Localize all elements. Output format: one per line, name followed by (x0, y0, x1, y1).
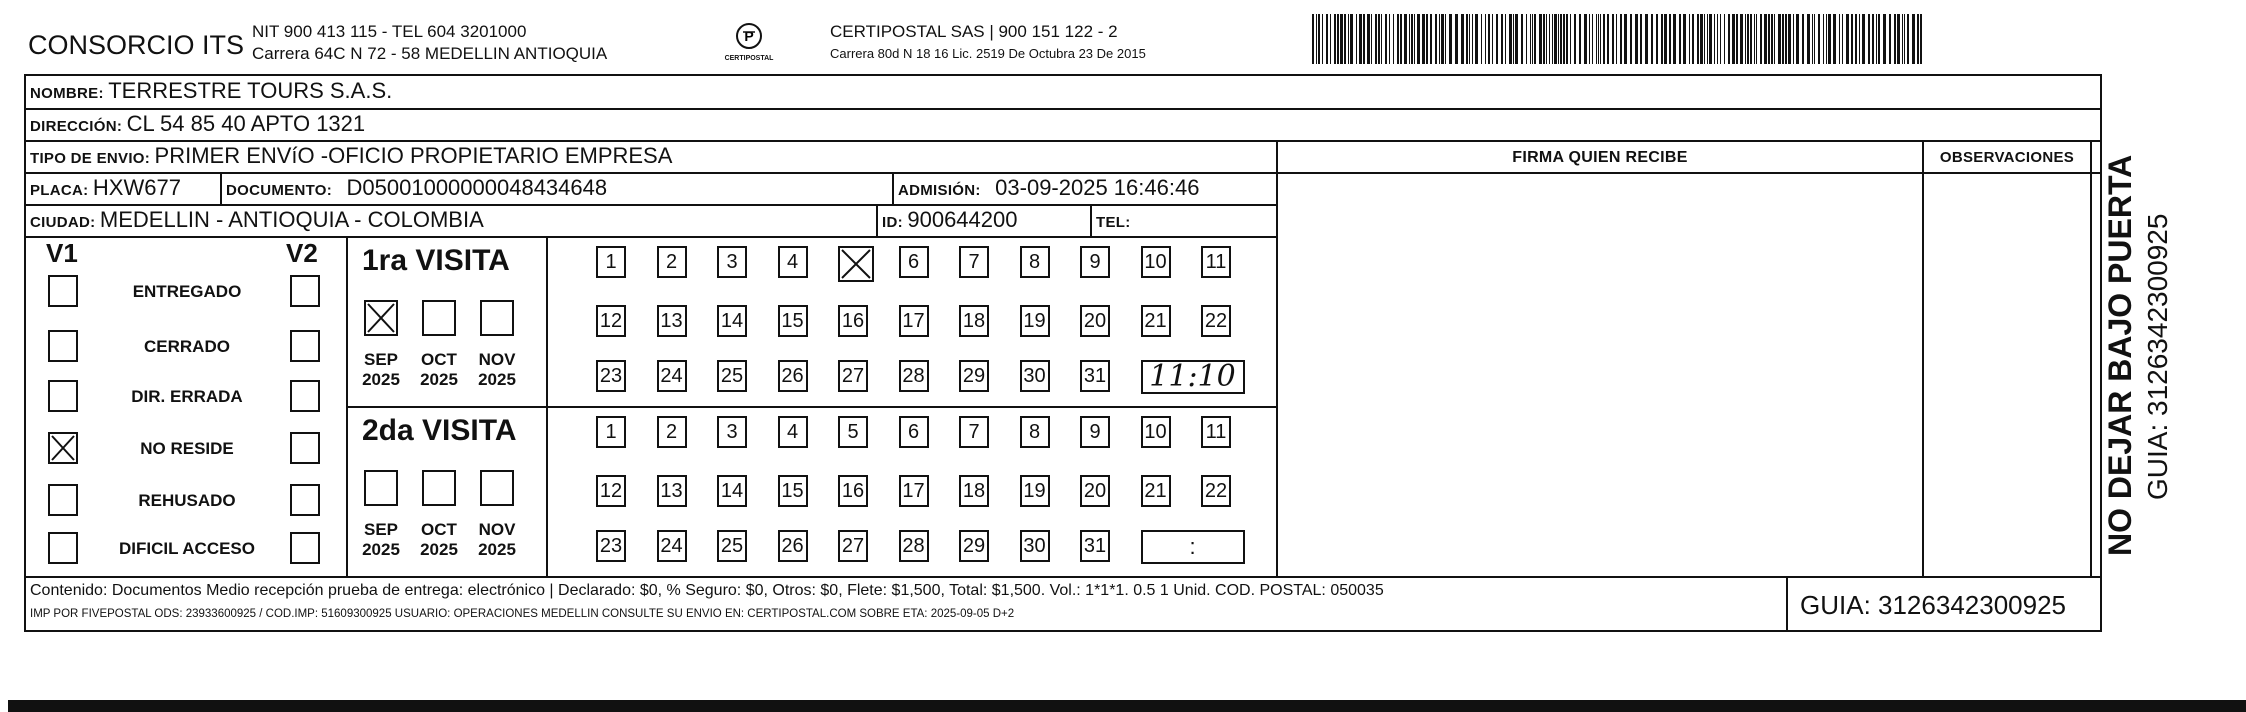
day-box[interactable] (899, 246, 929, 278)
day-number: 25 (720, 365, 744, 387)
v1-checkbox[interactable] (48, 484, 78, 516)
day-number: 11 (1205, 421, 1227, 443)
day-number: 21 (1144, 310, 1167, 332)
day-number: 13 (660, 480, 683, 502)
day-number: 30 (1023, 365, 1046, 387)
day-box[interactable] (838, 475, 868, 507)
plate-field (30, 175, 181, 201)
day-number: 12 (599, 310, 623, 332)
month-name: OCT (421, 350, 457, 369)
month-label (413, 520, 465, 560)
day-box[interactable] (1141, 475, 1171, 507)
day-box[interactable] (717, 416, 747, 448)
day-number: 23 (599, 365, 623, 387)
day-number: 20 (1083, 480, 1107, 502)
day-box[interactable] (838, 530, 868, 562)
month-label (355, 350, 407, 390)
plate-label: PLACA: (30, 182, 89, 199)
month-checkbox[interactable] (480, 300, 514, 336)
id-label: ID: (882, 214, 903, 231)
day-number: 6 (907, 251, 920, 273)
day-box[interactable] (657, 530, 687, 562)
day-box[interactable] (596, 246, 626, 278)
v2-checkbox[interactable] (290, 330, 320, 362)
day-box[interactable] (1141, 305, 1171, 337)
day-number: 9 (1089, 421, 1101, 443)
shipment-label: TIPO DE ENVIO: (30, 150, 151, 167)
day-number: 1 (605, 251, 617, 273)
day-box[interactable] (717, 305, 747, 337)
day-number: 24 (660, 365, 683, 387)
day-box[interactable] (717, 530, 747, 562)
day-box[interactable] (778, 305, 808, 337)
day-box[interactable] (959, 360, 989, 392)
day-box[interactable] (778, 475, 808, 507)
day-number: 31 (1083, 365, 1107, 387)
time-field[interactable]: 11:10 (1141, 360, 1245, 394)
day-number: 19 (1023, 480, 1046, 502)
day-number: 2 (665, 421, 678, 443)
visit-title: 1ra VISITA (362, 244, 510, 277)
bottom-bar (8, 700, 2246, 712)
day-number: 12 (599, 480, 623, 502)
day-number: 27 (841, 365, 865, 387)
day-box[interactable] (596, 475, 626, 507)
company-nit: NIT 900 413 115 - TEL 604 3201000 (252, 22, 527, 41)
carrier-name: CERTIPOSTAL SAS | 900 151 122 - 2 (830, 22, 1118, 41)
day-box[interactable] (1020, 416, 1050, 448)
day-box[interactable] (959, 416, 989, 448)
day-number: 28 (902, 365, 925, 387)
month-label (471, 520, 523, 560)
visit-title: 2da VISITA (362, 414, 517, 447)
city-field (30, 207, 484, 233)
month-name: NOV (478, 350, 516, 369)
admission-label: ADMISIÓN: (898, 182, 981, 199)
day-number: 2 (665, 251, 678, 273)
day-box[interactable] (1201, 305, 1231, 337)
day-number: 26 (781, 535, 804, 557)
svg-text:P: P (744, 28, 754, 44)
day-box[interactable] (899, 530, 929, 562)
day-box[interactable] (1020, 475, 1050, 507)
v1-checkbox[interactable] (48, 330, 78, 362)
side-warning: NO DEJAR BAJO PUERTA (2102, 154, 2138, 556)
day-box[interactable] (838, 360, 868, 392)
month-label (413, 350, 465, 390)
day-box[interactable] (596, 360, 626, 392)
day-number: 15 (781, 310, 804, 332)
company-address: Carrera 64C N 72 - 58 MEDELLIN ANTIOQUIA (252, 44, 608, 63)
reason-label: DIR. ERRADA (131, 387, 243, 406)
day-box[interactable] (899, 360, 929, 392)
v1-label: V1 (46, 238, 78, 268)
day-number: 10 (1144, 421, 1167, 443)
day-number: 1 (605, 421, 617, 443)
day-box[interactable] (717, 360, 747, 392)
day-number: 22 (1204, 310, 1228, 332)
v1-checkbox[interactable] (48, 380, 78, 412)
document-field (226, 175, 607, 201)
v2-label: V2 (286, 238, 318, 268)
day-number: 14 (720, 480, 744, 502)
day-box[interactable] (596, 305, 626, 337)
day-box[interactable] (1080, 530, 1110, 562)
day-number: 21 (1144, 480, 1167, 502)
day-box[interactable] (959, 475, 989, 507)
day-number: 29 (962, 365, 986, 387)
day-number: 4 (786, 421, 799, 443)
day-number: 25 (720, 535, 744, 557)
month-checkbox[interactable] (364, 470, 398, 506)
day-box[interactable] (1020, 246, 1050, 278)
day-box[interactable] (1080, 475, 1110, 507)
day-box[interactable] (838, 246, 874, 282)
reason-label: NO RESIDE (140, 439, 234, 458)
time-field[interactable]: : (1141, 530, 1245, 564)
day-number: 4 (786, 251, 799, 273)
reason-label: ENTREGADO (132, 282, 242, 301)
id-field (882, 207, 1017, 233)
day-number: 17 (902, 480, 925, 502)
day-number: 23 (599, 535, 623, 557)
day-number: 10 (1144, 251, 1167, 273)
signature-header: FIRMA QUIEN RECIBE (1512, 149, 1688, 166)
month-name: SEP (363, 350, 399, 369)
day-box[interactable] (778, 360, 808, 392)
document-value: D05001000000048434648 (346, 175, 608, 200)
day-number: 31 (1083, 535, 1107, 557)
v2-checkbox[interactable] (290, 432, 320, 464)
day-box[interactable] (717, 246, 747, 278)
day-box[interactable] (1080, 305, 1110, 337)
day-number: 3 (726, 251, 738, 273)
name-value: TERRESTRE TOURS S.A.S. (108, 78, 393, 103)
day-number: 7 (968, 251, 980, 273)
v2-checkbox[interactable] (290, 532, 320, 564)
month-year: 2025 (420, 540, 458, 559)
day-number: 19 (1023, 310, 1046, 332)
month-year: 2025 (478, 540, 516, 559)
day-number: 29 (962, 535, 986, 557)
day-number: 6 (907, 421, 920, 443)
day-number: 9 (1089, 251, 1101, 273)
day-box[interactable] (657, 305, 687, 337)
shipment-row (30, 143, 672, 169)
day-number: 18 (962, 480, 986, 502)
day-box[interactable] (657, 416, 687, 448)
carrier-logo-text: CERTIPOSTAL (724, 55, 774, 62)
day-number: 8 (1028, 421, 1041, 443)
day-number: 16 (841, 310, 865, 332)
month-year: 2025 (362, 370, 400, 389)
month-name: NOV (478, 520, 516, 539)
day-number: 7 (968, 421, 980, 443)
day-number: 22 (1204, 480, 1228, 502)
observations-header: OBSERVACIONES (1939, 149, 2075, 166)
day-box[interactable] (657, 475, 687, 507)
v1-checkbox[interactable] (48, 275, 78, 307)
month-name: SEP (363, 520, 399, 539)
day-box[interactable] (717, 475, 747, 507)
content-line: Contenido: Documentos Medio recepción prueba de entrega: electrónico | Declarado: $0, % Seguro: $0, Otros: $0, Flete: $1,500, Total: $1,500. Vol.: 1*1*1. 0.5 1 Unid. COD. POSTAL: 050035 (30, 582, 1384, 599)
day-box[interactable] (899, 475, 929, 507)
month-label (471, 350, 523, 390)
reason-label: DIFICIL ACCESO (118, 539, 255, 558)
month-year: 2025 (420, 370, 458, 389)
reason-label: REHUSADO (138, 491, 236, 510)
day-number: 28 (902, 535, 925, 557)
v1-checkbox[interactable] (48, 432, 78, 464)
month-checkbox[interactable] (422, 470, 456, 506)
city-label: CIUDAD: (30, 214, 96, 231)
plate-value: HXW677 (92, 175, 181, 200)
day-number: 18 (962, 310, 986, 332)
admission-value: 03-09-2025 16:46:46 (995, 175, 1200, 200)
address-row (30, 111, 365, 137)
day-box[interactable] (1080, 246, 1110, 278)
day-box[interactable] (899, 305, 929, 337)
city-value: MEDELLIN - ANTIOQUIA - COLOMBIA (99, 207, 484, 232)
day-box[interactable] (838, 416, 868, 448)
day-box[interactable] (1141, 246, 1171, 278)
day-number: 11 (1205, 251, 1227, 273)
day-box[interactable] (778, 246, 808, 278)
day-number: 17 (902, 310, 925, 332)
month-year: 2025 (362, 540, 400, 559)
day-number: 5 (847, 421, 859, 443)
day-number: 27 (841, 535, 865, 557)
day-box[interactable] (959, 305, 989, 337)
day-number: 3 (726, 421, 738, 443)
day-box[interactable] (1141, 416, 1171, 448)
reason-label: CERRADO (144, 337, 230, 356)
day-number: 16 (841, 480, 865, 502)
name-label: NOMBRE: (30, 85, 104, 102)
day-number: 20 (1083, 310, 1107, 332)
day-box[interactable] (657, 360, 687, 392)
day-number: 24 (660, 535, 683, 557)
v2-checkbox[interactable] (290, 484, 320, 516)
day-box[interactable] (657, 246, 687, 278)
barcode-icon (1312, 14, 1924, 64)
day-box[interactable] (1201, 475, 1231, 507)
day-number: 14 (720, 310, 744, 332)
day-number: 26 (781, 365, 804, 387)
v1-checkbox[interactable] (48, 532, 78, 564)
side-guide: GUIA: 3126342300925 (2142, 213, 2173, 500)
day-number: 8 (1028, 251, 1041, 273)
address-value: CL 54 85 40 APTO 1321 (126, 111, 366, 136)
day-box[interactable] (899, 416, 929, 448)
carrier-logo (708, 22, 790, 66)
shipment-value: PRIMER ENVíO -OFICIO PROPIETARIO EMPRESA (154, 143, 673, 168)
name-row (30, 78, 392, 104)
carrier-address: Carrera 80d N 18 16 Lic. 2519 De Octubra 23 De 2015 (830, 46, 1146, 61)
guide-box: GUIA: 3126342300925 (1800, 590, 2066, 620)
tel-field (1096, 207, 1131, 233)
day-box[interactable] (1080, 416, 1110, 448)
day-box[interactable] (838, 305, 868, 337)
month-label (355, 520, 407, 560)
month-checkbox[interactable] (364, 300, 398, 336)
month-checkbox[interactable] (480, 470, 514, 506)
day-box[interactable] (1080, 360, 1110, 392)
id-value: 900644200 (907, 207, 1018, 232)
imp-line: IMP POR FIVEPOSTAL ODS: 23933600925 / COD.IMP: 51609300925 USUARIO: OPERACIONES MEDELLIN CONSULTE SU ENVIO EN: CERTIPOSTAL.COM SOBRE ETA: 2025-09-05 D+2 (30, 608, 1015, 620)
day-box[interactable] (1020, 530, 1050, 562)
v2-checkbox[interactable] (290, 380, 320, 412)
day-number: 13 (660, 310, 683, 332)
tel-label: TEL: (1096, 214, 1131, 231)
day-box[interactable] (1020, 360, 1050, 392)
x-mark-icon (840, 248, 872, 280)
month-year: 2025 (478, 370, 516, 389)
admission-field (898, 175, 1199, 201)
address-label: DIRECCIÓN: (30, 118, 123, 135)
x-mark-icon (50, 434, 76, 462)
day-box[interactable] (959, 246, 989, 278)
day-number: 30 (1023, 535, 1046, 557)
day-box[interactable] (1020, 305, 1050, 337)
x-mark-icon (366, 302, 396, 334)
day-box[interactable] (778, 416, 808, 448)
day-box[interactable] (596, 416, 626, 448)
day-box[interactable] (1201, 416, 1231, 448)
company-name: CONSORCIO ITS (28, 30, 245, 60)
month-name: OCT (421, 520, 457, 539)
day-box[interactable] (778, 530, 808, 562)
v2-checkbox[interactable] (290, 275, 320, 307)
barcode (1312, 14, 1924, 64)
day-number: 15 (781, 480, 804, 502)
month-checkbox[interactable] (422, 300, 456, 336)
day-box[interactable] (596, 530, 626, 562)
day-box[interactable] (1201, 246, 1231, 278)
document-label: DOCUMENTO: (226, 182, 333, 199)
day-box[interactable] (959, 530, 989, 562)
